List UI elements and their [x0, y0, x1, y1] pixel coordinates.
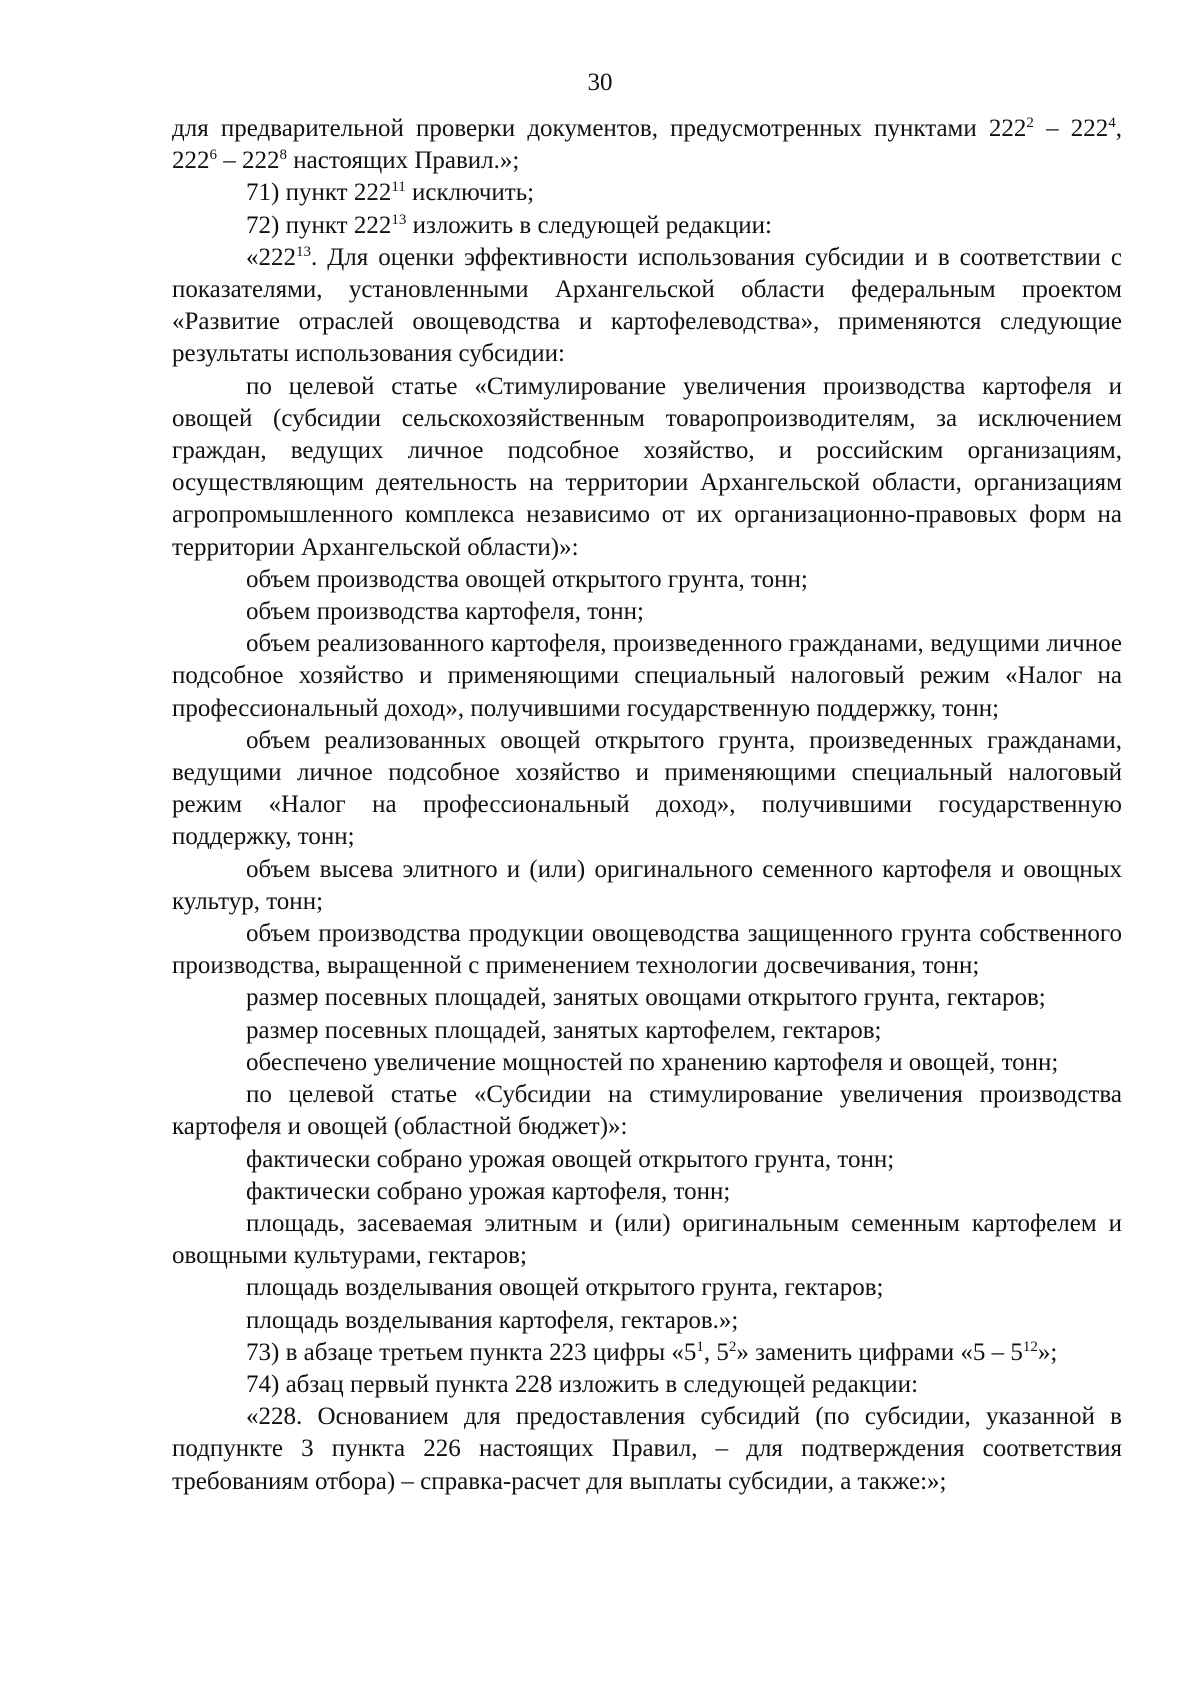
paragraph: объем высева элитного и (или) оригинального семенного картофеля и овощных культур, тонн; — [172, 855, 1122, 915]
paragraph: по целевой статье «Стимулирование увеличения производства картофеля и овощей (субсидии сельскохозяйственным товаропроизводителям, за исключением граждан, ведущих личное подсобное хозяйство, и российским организациям, осуществляющим деятельность на территории Архангельской области, организациям агропромышленного комплекса независимо от их организационно-правовых форм на территории Архангельской области)»: — [172, 372, 1122, 561]
paragraph: объем производства картофеля, тонн; — [246, 598, 644, 626]
paragraph: «228. Основанием для предоставления субсидий (по субсидии, указанной в подпункте 3 пункта 226 настоящих Правил, – для подтверждения соответствия требованиям отбора) – справка-расчет для выплаты субсидии, а также:»; — [172, 1403, 1122, 1495]
page-number: 30 — [587, 69, 613, 96]
paragraph: размер посевных площадей, занятых овощами открытого грунта, гектаров; — [246, 984, 1046, 1012]
paragraph: площадь, засеваемая элитным и (или) оригинальным семенным картофелем и овощными культурами, гектаров; — [172, 1209, 1122, 1270]
paragraph: 71) пункт $222^{11}$ исключить; — [246, 179, 535, 207]
paragraph: размер посевных площадей, занятых картофелем, гектаров; — [246, 1016, 882, 1044]
paragraph: фактически собрано урожая картофеля, тонн; — [246, 1177, 731, 1205]
paragraph: по целевой статье «Субсидии на стимулирование увеличения производства картофеля и овощей (областной бюджет)»: — [172, 1081, 1122, 1141]
paragraph: 73) в абзаце третьем пункта 223 цифры «$5^1$, $5^2$» заменить цифрами «$5 - 5^{12}$»; — [246, 1338, 1058, 1366]
document-body — [172, 113, 1122, 1498]
paragraph: площадь возделывания картофеля, гектаров.»; — [246, 1306, 739, 1334]
paragraph: площадь возделывания овощей открытого грунта, гектаров; — [246, 1274, 884, 1302]
paragraph: объем реализованного картофеля, произведенного гражданами, ведущими личное подсобное хозяйство и применяющими специальный налоговый режим «Налог на профессиональный доход», получившими государственную поддержку, тонн; — [172, 630, 1122, 722]
paragraph: 72) пункт $222^{13}$ изложить в следующей редакции: — [246, 211, 772, 239]
paragraph: обеспечено увеличение мощностей по хранению картофеля и овощей, тонн; — [246, 1048, 1059, 1076]
paragraph: объем производства овощей открытого грунта, тонн; — [246, 565, 808, 593]
paragraph: для предварительной проверки документов, предусмотренных пунктами $222^2 - 222^4$, $222^6 - 222^8$ настоящих Правил.»; — [172, 115, 1122, 175]
paragraph: «$222^{13}$. Для оценки эффективности использования субсидии и в соответствии с показателями, установленными Архангельской области федеральным проектом «Развитие отраслей овощеводства и картофелеводства», применяются следующие результаты использования субсидии: — [172, 243, 1122, 368]
paragraph: 74) абзац первый пункта 228 изложить в следующей редакции: — [246, 1370, 919, 1398]
paragraph: объем производства продукции овощеводства защищенного грунта собственного производства, выращенной с применением технологии досвечивания, тонн; — [172, 920, 1122, 980]
paragraph: фактически собрано урожая овощей открытого грунта, тонн; — [246, 1145, 895, 1173]
paragraph: объем реализованных овощей открытого грунта, произведенных гражданами, ведущими личное подсобное хозяйство и применяющими специальный налоговый режим «Налог на профессиональный доход», получившими государственную поддержку, тонн; — [172, 726, 1122, 851]
